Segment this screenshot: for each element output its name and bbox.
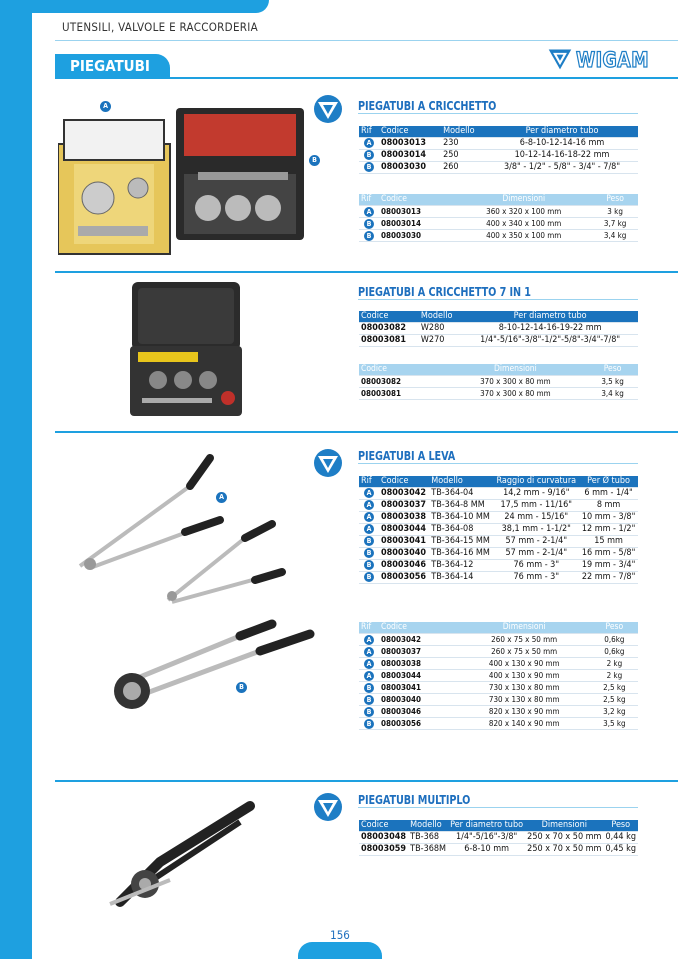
section-divider	[55, 780, 678, 782]
table-row: B 08003014 250 10-12-14-16-18-22 mm	[359, 150, 638, 162]
image-label-b: B	[236, 682, 247, 693]
image-label-a: A	[216, 492, 227, 503]
section-divider	[55, 271, 678, 273]
ratchet-7in1-dimensions-table: Codice Dimensioni Peso 08003082 370 x 300 x 80 mm 3,5 kg 08003081 370 x 300 x 80 mm 3,4 kg	[359, 364, 638, 400]
brand-emblem-icon	[546, 46, 574, 72]
table-row: A 08003038 400 x 130 x 90 mm 2 kg	[359, 658, 638, 670]
ratchet-bender-cases-image	[58, 108, 310, 256]
section-title: PIEGATUBI MULTIPLO	[358, 792, 471, 807]
section-title-underline	[358, 807, 638, 808]
table-row: 08003082 W280 8-10-12-14-16-19-22 mm	[359, 323, 638, 335]
left-sidebar-band	[0, 0, 32, 959]
image-label-a: A	[100, 101, 111, 112]
table-row: 08003059 TB-368M 6-8-10 mm 250 x 70 x 50 mm 0,45 kg	[359, 844, 638, 856]
brand-name: WIGAM	[576, 48, 649, 72]
table-row: B 08003041 TB-364-15 MM 57 mm - 2-1/4" 15 mm	[359, 536, 638, 548]
ratchet-models-table: Rif Codice Modello Per diametro tubo A 08003013 230 6-8-10-12-14-16 mm B 08003014 250 10-12-14-16-18-22 mm B 08003030 260 3/8" - 1/2" - 5/8" - 3/4" - 7/8"	[359, 126, 638, 174]
section-title-underline	[358, 113, 638, 114]
table-row: A 08003013 360 x 320 x 100 mm 3 kg	[359, 206, 638, 218]
table-row: B 08003056 TB-364-14 76 mm - 3" 22 mm - 7/8"	[359, 572, 638, 584]
section-divider	[55, 431, 678, 433]
table-row: B 08003030 400 x 350 x 100 mm 3,4 kg	[359, 230, 638, 242]
table-row: B 08003046 TB-364-12 76 mm - 3" 19 mm - 3/4"	[359, 560, 638, 572]
lever-models-table: Rif Codice Modello Raggio di curvatura Per Ø tubo A 08003042 TB-364-04 14,2 mm - 9/16" 6 mm - 1/4" A 08003037 TB-364-8 MM 17,5 mm - 11/16" 8 mm A 08003038 TB-364-10 MM 24 mm - 15/16" 10 mm - 3/8" A 08003044 TB-364-08 38,1 mm - 1-1/2" 12 mm - 1/2" B 08003041 TB-364-15 MM 57 mm - 2-1/4" 15 mm B 08003040 TB-364-16 MM 57 mm - 2-1/4" 16 mm - 5/8" B 08003046 TB-364-12 76 mm - 3" 19 mm - 3/4" B 08003056 TB-364-14 76 mm - 3" 22 mm - 7/8"	[359, 476, 638, 584]
table-row: A 08003013 230 6-8-10-12-14-16 mm	[359, 138, 638, 150]
table-row: A 08003044 TB-364-08 38,1 mm - 1-1/2" 12 mm - 1/2"	[359, 524, 638, 536]
page-number: 156	[330, 928, 350, 942]
category-title: PIEGATUBI	[55, 54, 170, 79]
ratchet-7in1-models-table: Codice Modello Per diametro tubo 08003082 W280 8-10-12-14-16-19-22 mm 08003081 W270 1/4"-5/16"-3/8"-1/2"-5/8"-3/4"-7/8"	[359, 311, 638, 347]
page-header-title: UTENSILI, VALVOLE E RACCORDERIA	[62, 20, 258, 34]
multiple-bender-image	[100, 792, 260, 920]
header-divider	[55, 40, 678, 41]
brand-logo	[546, 46, 649, 74]
page-number-tab	[298, 942, 382, 959]
image-label-b: B	[309, 155, 320, 166]
table-row: A 08003042 TB-364-04 14,2 mm - 9/16" 6 mm - 1/4"	[359, 488, 638, 500]
table-row: B 08003014 400 x 340 x 100 mm 3,7 kg	[359, 218, 638, 230]
section-title-underline	[358, 299, 638, 300]
section-title: PIEGATUBI A CRICCHETTO 7 IN 1	[358, 284, 531, 299]
table-row: B 08003040 TB-364-16 MM 57 mm - 2-1/4" 16 mm - 5/8"	[359, 548, 638, 560]
table-row: B 08003056 820 x 140 x 90 mm 3,5 kg	[359, 718, 638, 730]
table-row: A 08003044 400 x 130 x 90 mm 2 kg	[359, 670, 638, 682]
wigam-v-icon	[313, 792, 343, 822]
multiple-models-table: Codice Modello Per diametro tubo Dimensioni Peso 08003048 TB-368 1/4"-5/16"-3/8" 250 x 70 x 50 mm 0,44 kg 08003059 TB-368M 6-8-10 mm 250 x 70 x 50 mm 0,45 kg	[359, 820, 638, 856]
top-tab	[32, 0, 269, 13]
wigam-v-icon	[313, 94, 343, 124]
table-row: A 08003037 TB-364-8 MM 17,5 mm - 11/16" 8 mm	[359, 500, 638, 512]
category-divider	[170, 77, 678, 79]
table-row: 08003048 TB-368 1/4"-5/16"-3/8" 250 x 70 x 50 mm 0,44 kg	[359, 832, 638, 844]
section-title: PIEGATUBI A LEVA	[358, 448, 456, 463]
section-title-underline	[358, 463, 638, 464]
table-row: 08003081 370 x 300 x 80 mm 3,4 kg	[359, 388, 638, 400]
table-row: A 08003042 260 x 75 x 50 mm 0,6kg	[359, 634, 638, 646]
section-title: PIEGATUBI A CRICCHETTO	[358, 98, 497, 113]
lever-benders-image	[60, 446, 320, 726]
lever-dimensions-table: Rif Codice Dimensioni Peso A 08003042 260 x 75 x 50 mm 0,6kg A 08003037 260 x 75 x 50 mm 0,6kg A 08003038 400 x 130 x 90 mm 2 kg A 08003044 400 x 130 x 90 mm 2 kg B 08003041 730 x 130 x 80 mm 2,5 kg B 08003040 730 x 130 x 80 mm 2,5 kg B 08003046 820 x 130 x 90 mm 3,2 kg B 08003056 820 x 140 x 90 mm 3,5 kg	[359, 622, 638, 730]
table-row: B 08003041 730 x 130 x 80 mm 2,5 kg	[359, 682, 638, 694]
ratchet-7in1-case-image	[128, 280, 246, 420]
table-row: B 08003040 730 x 130 x 80 mm 2,5 kg	[359, 694, 638, 706]
table-row: B 08003030 260 3/8" - 1/2" - 5/8" - 3/4" - 7/8"	[359, 162, 638, 174]
table-row: A 08003038 TB-364-10 MM 24 mm - 15/16" 10 mm - 3/8"	[359, 512, 638, 524]
ratchet-dimensions-table: Rif Codice Dimensioni Peso A 08003013 360 x 320 x 100 mm 3 kg B 08003014 400 x 340 x 100 mm 3,7 kg B 08003030 400 x 350 x 100 mm 3,4 kg	[359, 194, 638, 242]
table-row: 08003081 W270 1/4"-5/16"-3/8"-1/2"-5/8"-3/4"-7/8"	[359, 335, 638, 347]
table-row: A 08003037 260 x 75 x 50 mm 0,6kg	[359, 646, 638, 658]
table-row: 08003082 370 x 300 x 80 mm 3,5 kg	[359, 376, 638, 388]
table-row: B 08003046 820 x 130 x 90 mm 3,2 kg	[359, 706, 638, 718]
